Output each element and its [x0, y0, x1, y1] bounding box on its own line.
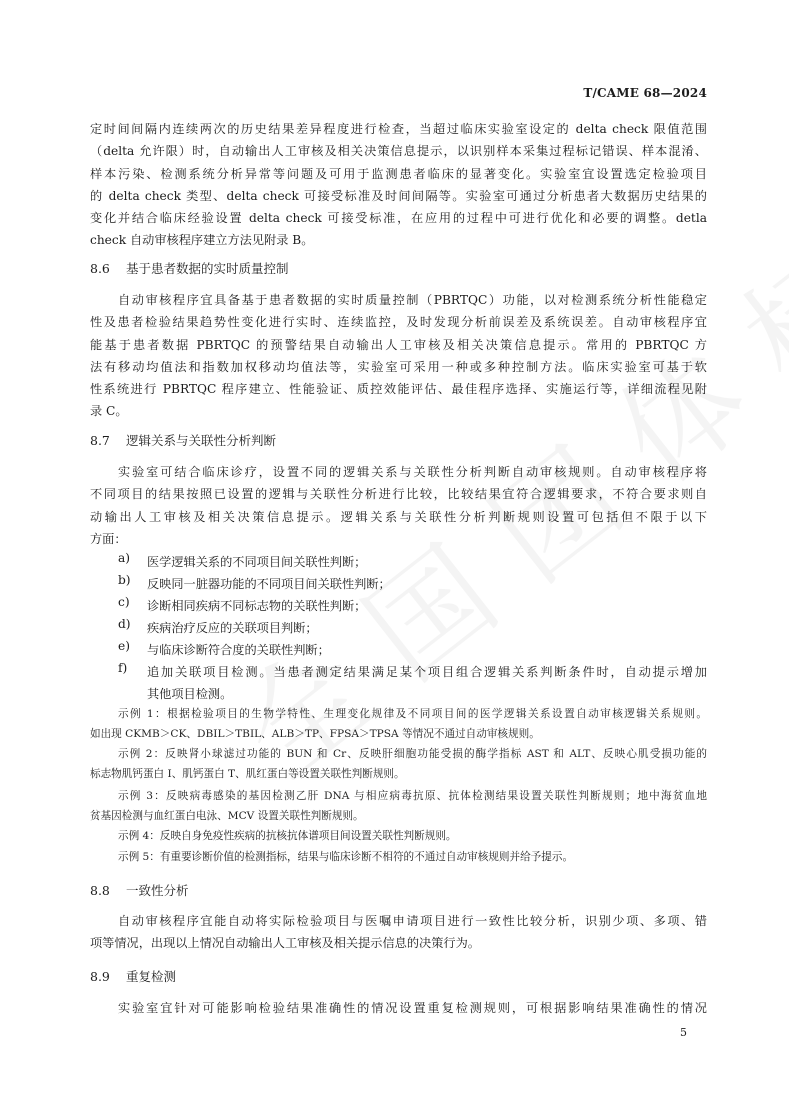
example-line: 示例 2：反映肾小球滤过功能的 BUN 和 Cr、反映肝细胞功能受损的酶学指标 AST 和 ALT、反映心肌受损功能的 [118, 748, 707, 760]
text-line: 性系统进行 PBRTQC 程序建立、性能验证、质控效能评估、最佳程序选择、实施运行等，详细流程见附 [90, 382, 707, 397]
section-number: 8.6 [90, 261, 110, 276]
list-text: 追加关联项目检测。当患者测定结果满足某个项目组合逻辑关系判断条件时，自动提示增加 [147, 665, 707, 679]
list-text: 疾病治疗反应的关联项目判断； [147, 621, 318, 635]
text-line: 定时间间隔内连续两次的历史结果差异程度进行检查，当超过临床实验室设定的 delta check 限值范围 [90, 122, 707, 136]
example-4 [90, 826, 707, 846]
example-line: 示例 4：反映自身免疫性疾病的抗核抗体谱项目间设置关联性判断规则。 [118, 830, 457, 842]
text-line: 法有移动均值法和指数加权移动均值法等，实验室可采用一种或多种控制方法。临床实验室可基于软 [90, 359, 707, 374]
text-line: 自动审核程序宜能自动将实际检验项目与医嘱申请项目进行一致性比较分析，识别少项、多项、错 [118, 914, 707, 928]
section-title: 逻辑关系与关联性分析判断 [126, 433, 277, 448]
text-line: （delta 允许限）时，自动输出人工审核及相关决策信息提示，以识别样本采集过程标记错误、样本混淆、 [90, 144, 707, 159]
text-line: check 自动审核程序建立方法见附录 B。 [90, 233, 314, 248]
text-line: 方面： [90, 531, 127, 546]
section-number: 8.7 [90, 433, 110, 448]
paragraph-logic-rules [90, 461, 707, 550]
paragraph-repeat-test [90, 997, 707, 1019]
text-line: 动输出人工审核及相关决策信息提示。逻辑关系与关联性分析判断规则设置可包括但不限于以下 [90, 509, 707, 524]
paragraph-pbrtqc [90, 289, 707, 423]
text-line: 项等情况，出现以上情况自动输出人工审核及相关提示信息的决策行为。 [90, 936, 480, 951]
text-line: 实验室宜针对可能影响检验结果准确性的情况设置重复检测规则，可根据影响结果准确性的情况 [118, 1001, 707, 1015]
example-3 [90, 786, 707, 826]
text-line: 不同项目的结果按照已设置的逻辑与关联性分析进行比较，比较结果宜符合逻辑要求，不符合要求则自 [90, 487, 707, 502]
section-heading-8-6 [90, 258, 289, 280]
example-line: 示例 5：有重要诊断价值的检测指标，结果与临床诊断不相符的不通过自动审核规则并给予提示。 [118, 851, 574, 863]
example-line: 示例 3：反映病毒感染的基因检测乙肝 DNA 与相应病毒抗原、抗体检测结果设置关联性判断规则；地中海贫血地 [118, 790, 707, 802]
text-line: 实验室可结合临床诊疗，设置不同的逻辑关系与关联性分析判断自动审核规则。自动审核程序将 [118, 465, 707, 479]
section-heading-8-7 [90, 430, 276, 452]
text-line: 能基于患者数据 PBRTQC 的预警结果自动输出人工审核及相关决策信息提示。常用的 PBRTQC 方 [90, 337, 707, 352]
example-5 [90, 847, 707, 867]
section-number: 8.8 [90, 883, 110, 898]
list-text: 与临床诊断符合度的关联性判断； [147, 643, 330, 657]
list-marker: c) [118, 595, 130, 609]
section-title: 一致性分析 [126, 883, 189, 898]
list-marker: a) [118, 551, 131, 565]
list-text: 其他项目检测。 [147, 687, 233, 701]
example-line: 如出现 CKMB＞CK、DBIL＞TBIL、ALB＞TP、FPSA＞TPSA 等情况不通过自动审核规则。 [90, 728, 540, 740]
text-line: 性及患者检验结果趋势性变化进行实时、连续监控，及时发现分析前误差及系统误差。自动审核程序宜 [90, 315, 707, 330]
section-heading-8-9 [90, 966, 176, 988]
page-number: 5 [680, 1026, 687, 1039]
section-title: 基于患者数据的实时质量控制 [126, 261, 289, 276]
list-text: 反映同一脏器功能的不同项目间关联性判断； [147, 577, 391, 591]
text-line: 样本污染、检测系统分析异常等问题及可用于监测患者临床的显著变化。实验室宜设置选定检验项目 [90, 166, 707, 181]
paragraph-consistency [90, 910, 707, 955]
example-line: 贫基因检测与血红蛋白电泳、MCV 设置关联性判断规则。 [90, 810, 364, 822]
example-1 [90, 704, 707, 744]
text-line: 变化并结合临床经验设置 delta check 可接受标准，在应用的过程中可进行优化和必要的调整。detla [90, 211, 707, 226]
list-marker: b) [118, 573, 131, 587]
paragraph-delta-check [90, 118, 707, 252]
example-2 [90, 744, 707, 784]
list-marker: e) [118, 639, 130, 653]
list-marker: f) [118, 661, 128, 675]
text-line: 的 delta check 类型、delta check 可接受标准及时间间隔等。实验室可通过分析患者大数据历史结果的 [90, 188, 707, 203]
section-heading-8-8 [90, 880, 189, 902]
example-line: 示例 1：根据检验项目的生物学特性、生理变化规律及不同项目间的医学逻辑关系设置自动审核逻辑关系规则。 [118, 708, 707, 720]
text-line: 录 C。 [90, 404, 128, 419]
list-text: 医学逻辑关系的不同项目间关联性判断； [147, 555, 367, 569]
example-line: 标志物肌钙蛋白 I、肌钙蛋白 T、肌红蛋白等设置关联性判断规则。 [90, 768, 405, 780]
section-title: 重复检测 [126, 969, 177, 984]
text-line: 自动审核程序宜具备基于患者数据的实时质量控制（PBRTQC）功能，以对检测系统分析性能稳定 [118, 293, 707, 307]
list-text: 诊断相同疾病不同标志物的关联性判断； [147, 599, 367, 613]
document-code-header: T/CAME 68—2024 [583, 86, 707, 100]
section-number: 8.9 [90, 969, 110, 984]
list-marker: d) [118, 617, 131, 631]
